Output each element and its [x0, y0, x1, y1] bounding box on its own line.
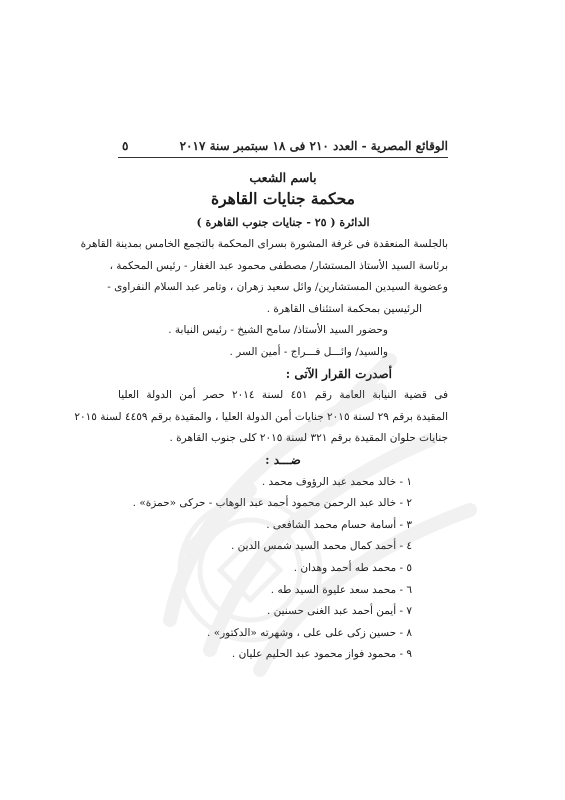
page-header [118, 136, 448, 158]
people-title: باسم الشعب [249, 170, 317, 185]
defendant-item: ٩ - محمود فواز محمود عبد الحليم عليان . [231, 648, 412, 661]
attendance-line: والسيد/ وائـــل فـــراج - أمين السر . [229, 345, 388, 358]
defendant-item: ٤ - أحمد كمال محمد السيد شمس الدين . [230, 540, 412, 553]
attendance-line: وحضور السيد الأستاذ/ سامح الشيخ - رئيس النيابة . [168, 324, 388, 337]
session-line: برئاسة السيد الأستاذ المستشار/ مصطفى محمود عبد الغفار - رئيس المحكمة ، [109, 259, 448, 272]
against-title: ضـــد : [265, 452, 301, 467]
circuit-line: الدائرة ( ٢٥ - جنايات جنوب القاهرة ) [196, 216, 370, 229]
defendant-item: ٥ - محمد طه أحمد وهدان . [293, 561, 412, 574]
case-line: فى قضية النيابة العامة رقم ٤٥١ لسنة ٢٠١٤ حصر أمن الدولة العليا [118, 389, 448, 402]
court-title: محكمة جنايات القاهرة [211, 189, 355, 208]
session-line: الرئيسين بمحكمة استئناف القاهرة . [266, 302, 422, 315]
document-body [74, 168, 448, 666]
defendant-item: ٢ - خالد عبد الرحمن محمود أحمد عبد الوهاب - حركى «حمزة» . [132, 497, 412, 510]
session-line: بالجلسة المنعقدة فى غرفة المشورة بسراى المحكمة بالتجمع الخامس بمدينة القاهرة [80, 238, 448, 250]
defendant-item: ٨ - حسين زكى على على ، وشهرته «الدكتور» . [207, 626, 412, 639]
page-number: ٥ [122, 139, 129, 153]
gazette-header-title: الوقائع المصرية - العدد ٢١٠ فى ١٨ سبتمبر سنة ٢٠١٧ [179, 139, 448, 153]
defendant-item: ٧ - أيمن أحمد عبد الغنى حسنين . [266, 605, 412, 618]
defendant-item: ٣ - أسامة حسام محمد الشافعى . [266, 518, 412, 531]
session-line: وعضوية السيدين المستشارين/ وائل سعيد زهران ، وتامر عبد السلام النفراوى - [107, 281, 448, 294]
defendant-item: ١ - خالد محمد عبد الرؤوف محمد . [261, 475, 412, 488]
case-line: جنايات حلوان المقيدة برقم ٣٢١ لسنة ٢٠١٥ كلى جنوب القاهرة . [169, 432, 448, 445]
decision-title: أصدرت القرار الآتى : [285, 366, 392, 381]
defendant-item: ٦ - محمد سعد عليوة السيد طه . [270, 583, 412, 596]
case-line: المقيدة برقم ٢٩ لسنة ٢٠١٥ جنايات أمن الدولة العليا ، والمقيدة برقم ٤٤٥٩ لسنة ٢٠١٥ [74, 410, 448, 423]
header-rule [118, 157, 448, 158]
